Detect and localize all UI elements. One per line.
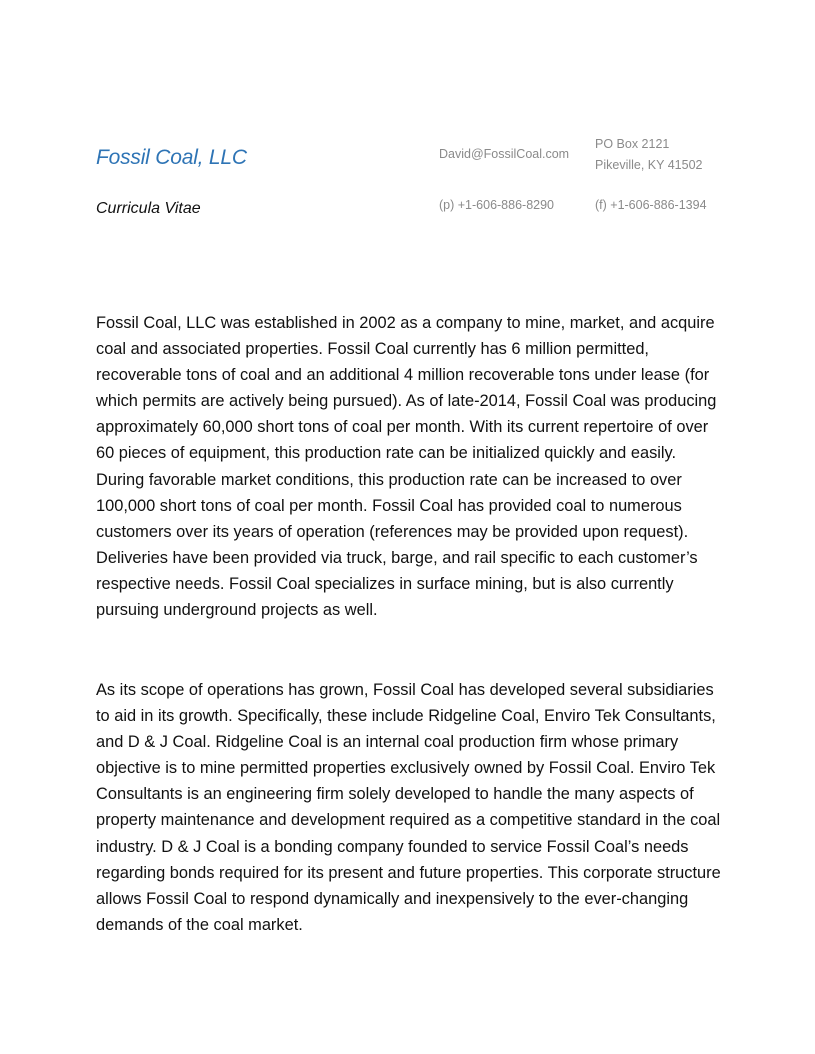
address-line-2: Pikeville, KY 41502: [595, 157, 703, 172]
contact-email: David@FossilCoal.com: [439, 147, 570, 161]
contact-fax: (f) +1-606-886-1394: [595, 198, 707, 212]
company-name: Fossil Coal, LLC: [96, 146, 247, 169]
contact-phone: (p) +1-606-886-8290: [439, 198, 555, 212]
document-subtitle: Curricula Vitae: [96, 200, 201, 217]
address-line-1: PO Box 2121: [595, 137, 670, 151]
body-paragraph-2: As its scope of operations has grown, Fossil Coal has developed several subsidiaries to aid in its growth. Specifically, these include Ridgeline Coal, Enviro Tek Consultants, and D & J Coal. Ridgeline Coal is an internal coal production firm whose primary objective is to mine permitted properties exclusively owned by Fossil Coal. Enviro Tek Consultants is an engineering firm solely developed to handle the many aspects of property maintenance and development required as a competitive standard in the coal industry. D & J Coal is a bonding company founded to service Fossil Coal’s needs regarding bonds required for its present and future properties. This corporate structure allows Fossil Coal to respond dynamically and inexpensively to the ever-changing demands of the coal market.: [96, 681, 721, 934]
body-paragraph-1: Fossil Coal, LLC was established in 2002 as a company to mine, market, and acquire coal and associated properties. Fossil Coal currently has 6 million permitted, recoverable tons of coal and an additional 4 million recoverable tons under lease (for which permits are actively being pursued). As of late-2014, Fossil Coal was producing approximately 60,000 short tons of coal per month. With its current repertoire of over 60 pieces of equipment, this production rate can be initialized quickly and easily. During favorable market conditions, this production rate can be increased to over 100,000 short tons of coal per month. Fossil Coal has provided coal to numerous customers over its years of operation (references may be provided upon request). Deliveries have been provided via truck, barge, and rail specific to each customer’s respective needs. Fossil Coal specializes in surface mining, but is also currently pursuing underground projects as well.: [96, 314, 717, 620]
contact-address: [595, 134, 702, 175]
